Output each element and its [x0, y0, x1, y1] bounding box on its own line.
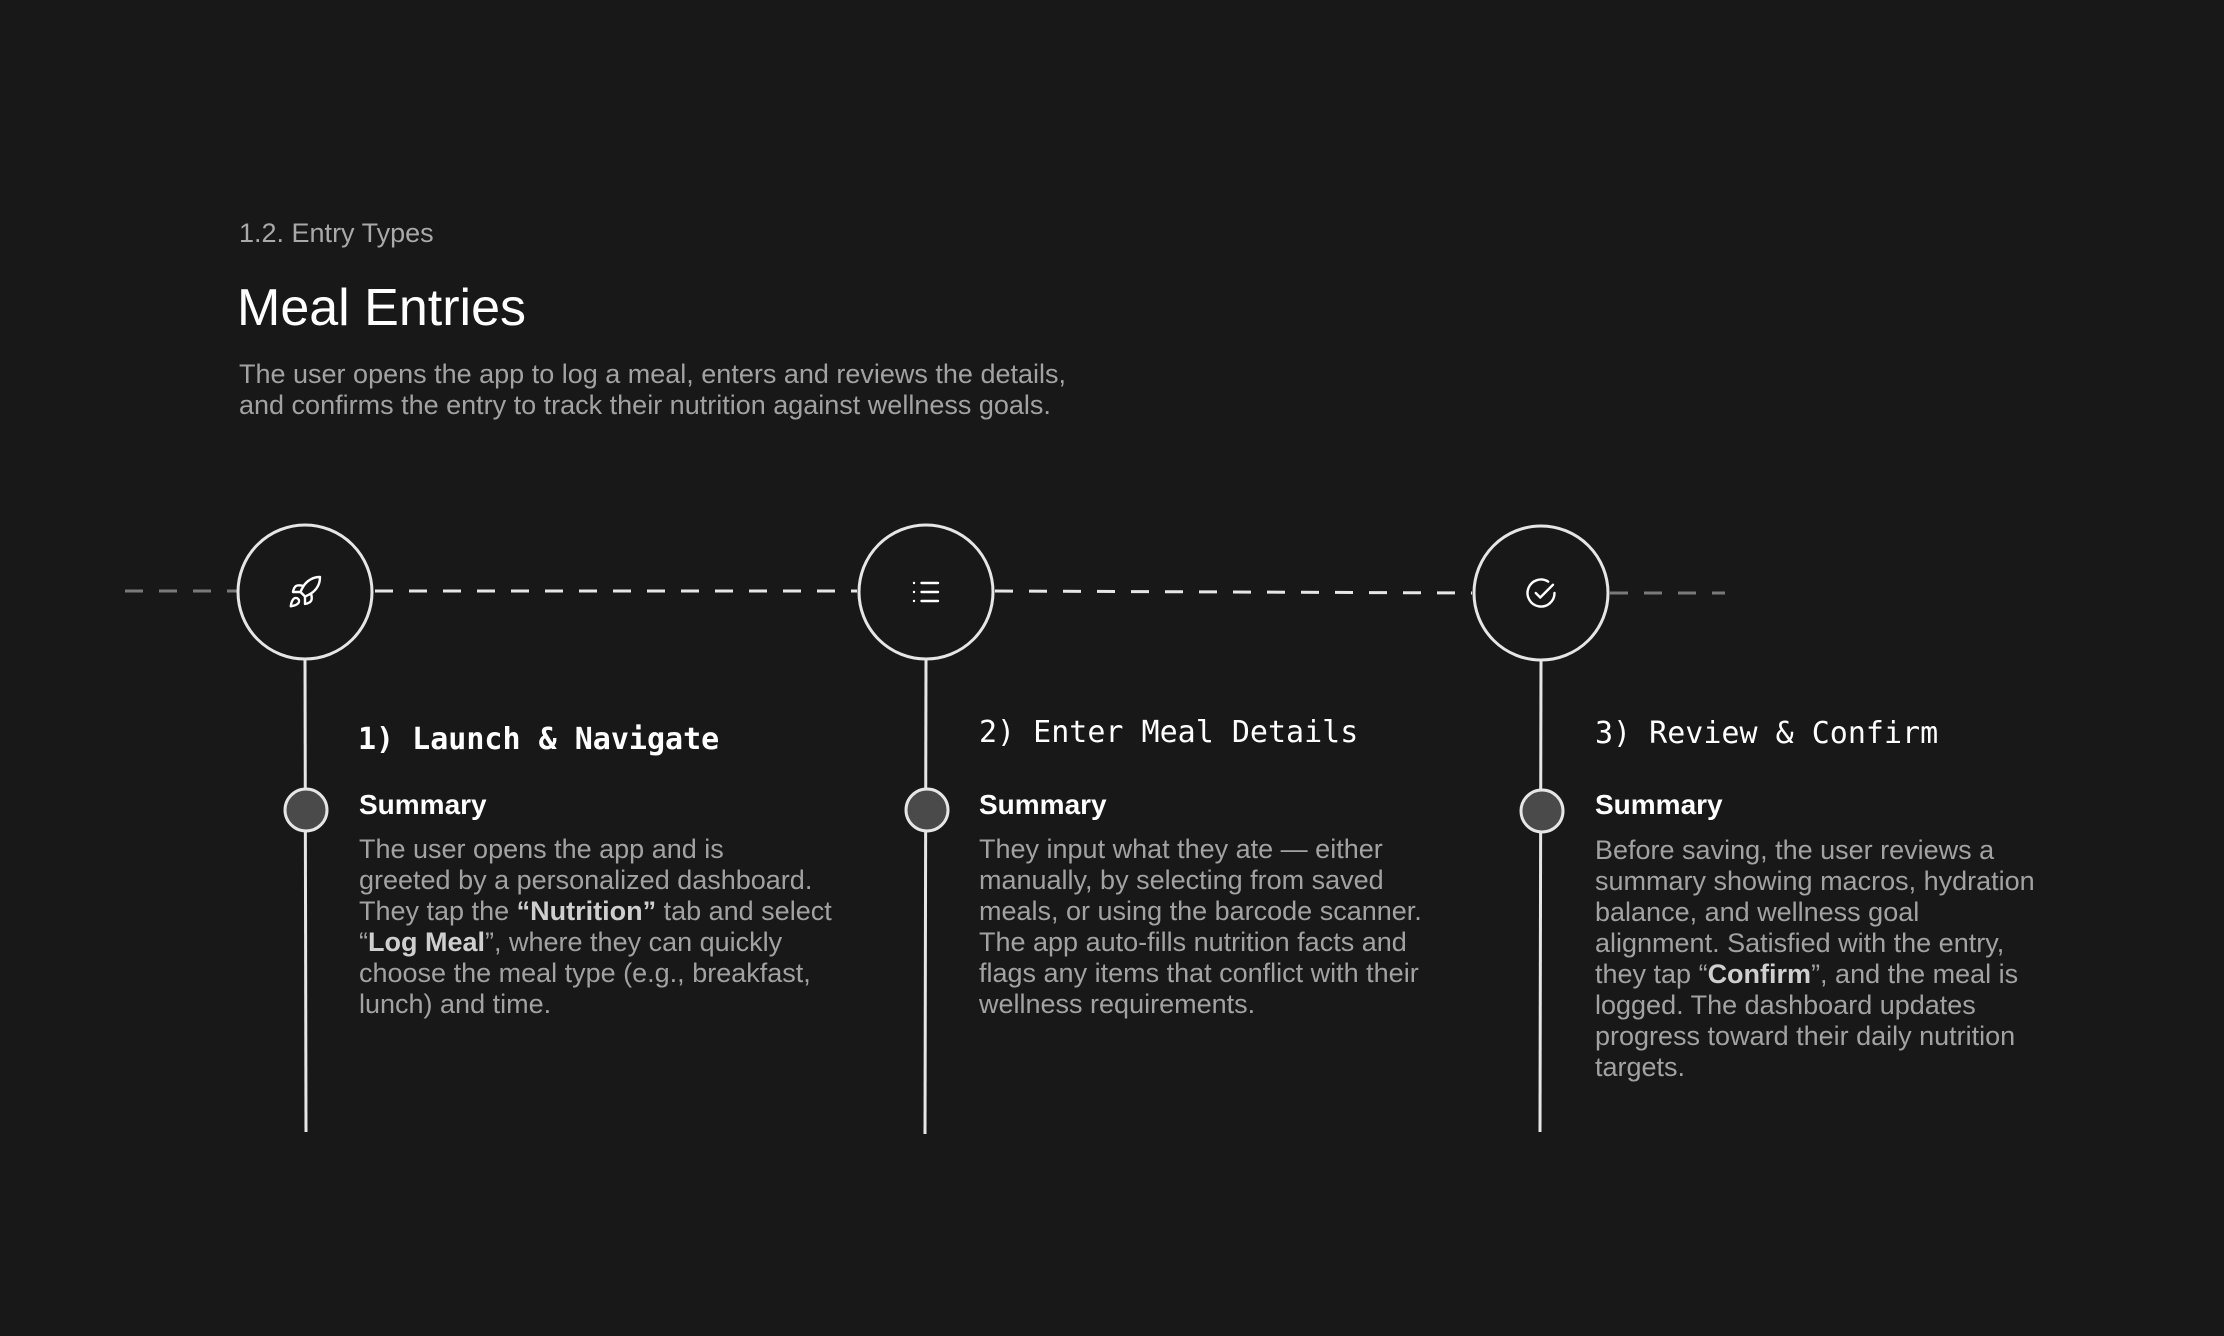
summary-text-segment: ”, and the meal is	[1811, 959, 2019, 989]
intro-line: The user opens the app to log a meal, enters and reviews the details,	[239, 359, 1066, 389]
summary-text-segment: lunch) and time.	[359, 989, 552, 1019]
summary-line	[1595, 928, 2115, 959]
summary-line	[979, 896, 1499, 927]
summary-text-segment: flags any items that conflict with their	[979, 958, 1419, 988]
summary-line	[1595, 866, 2115, 897]
check-circle-icon	[1474, 526, 1608, 660]
step-3-title: 3) Review & Confirm	[1595, 716, 1939, 751]
step-1-node	[285, 789, 327, 831]
section-eyebrow: 1.2. Entry Types	[239, 218, 434, 248]
summary-line	[1595, 990, 2115, 1021]
step-1-summary-label: Summary	[359, 789, 487, 820]
rocket-icon	[238, 525, 372, 659]
summary-line	[359, 834, 879, 865]
emphasis-text: Confirm	[1707, 959, 1812, 989]
emphasis-text: “Nutrition”	[516, 896, 657, 926]
summary-line	[979, 989, 1499, 1020]
step-2-summary-label: Summary	[979, 789, 1107, 820]
summary-text-segment: manually, by selecting from saved	[979, 865, 1384, 895]
page-title: Meal Entries	[237, 279, 526, 337]
summary-text-segment: balance, and wellness goal	[1595, 897, 1920, 927]
summary-line	[1595, 959, 2115, 990]
summary-text-segment: they tap “	[1595, 959, 1708, 989]
summary-line	[359, 927, 879, 958]
summary-text-segment: Before saving, the user reviews a	[1595, 835, 1995, 865]
summary-line	[1595, 1052, 2115, 1083]
step-3-node	[1521, 790, 1563, 832]
summary-text-segment: summary showing macros, hydration	[1595, 866, 2035, 896]
summary-line	[359, 865, 879, 896]
step-2-node	[906, 789, 948, 831]
summary-text-segment: “	[359, 927, 368, 957]
summary-line	[359, 989, 879, 1020]
summary-text-segment: meals, or using the barcode scanner.	[979, 896, 1422, 926]
summary-text-segment: targets.	[1595, 1052, 1686, 1082]
summary-line	[979, 927, 1499, 958]
summary-line	[359, 896, 879, 927]
summary-text-segment: The app auto-fills nutrition facts and	[979, 927, 1407, 957]
summary-text-segment: alignment. Satisfied with the entry,	[1595, 928, 2005, 958]
summary-text-segment: wellness requirements.	[979, 989, 1256, 1019]
summary-text-segment: progress toward their daily nutrition	[1595, 1021, 2016, 1051]
emphasis-text: Log Meal	[368, 927, 486, 957]
summary-line	[1595, 835, 2115, 866]
summary-text-segment: choose the meal type (e.g., breakfast,	[359, 958, 811, 988]
summary-line	[979, 958, 1499, 989]
step-3-summary-text	[1595, 835, 2115, 1083]
summary-text-segment: ”, where they can quickly	[485, 927, 783, 957]
step-1-title: 1) Launch & Navigate	[358, 722, 720, 757]
summary-line	[979, 834, 1499, 865]
step-3-summary-label: Summary	[1595, 789, 1723, 820]
summary-text-segment: greeted by a personalized dashboard.	[359, 865, 813, 895]
step-3-stem	[1540, 661, 1541, 1132]
summary-text-segment: logged. The dashboard updates	[1595, 990, 1976, 1020]
list-icon	[859, 525, 993, 659]
summary-text-segment: tab and select	[656, 896, 832, 926]
summary-line	[359, 958, 879, 989]
summary-text-segment: They tap the	[359, 896, 517, 926]
step-2-title: 2) Enter Meal Details	[979, 715, 1359, 750]
summary-text-segment: The user opens the app and is	[359, 834, 724, 864]
step-2-stem	[925, 660, 926, 1134]
step-1-summary-text	[359, 834, 879, 1020]
summary-line	[1595, 1021, 2115, 1052]
step-1-stem	[305, 660, 306, 1132]
intro-line: and confirms the entry to track their nutrition against wellness goals.	[239, 390, 1051, 420]
timeline-dash-2-3	[995, 591, 1472, 593]
summary-text-segment: They input what they ate — either	[979, 834, 1383, 864]
step-2-summary-text	[979, 834, 1499, 1020]
summary-line	[979, 865, 1499, 896]
summary-line	[1595, 897, 2115, 928]
